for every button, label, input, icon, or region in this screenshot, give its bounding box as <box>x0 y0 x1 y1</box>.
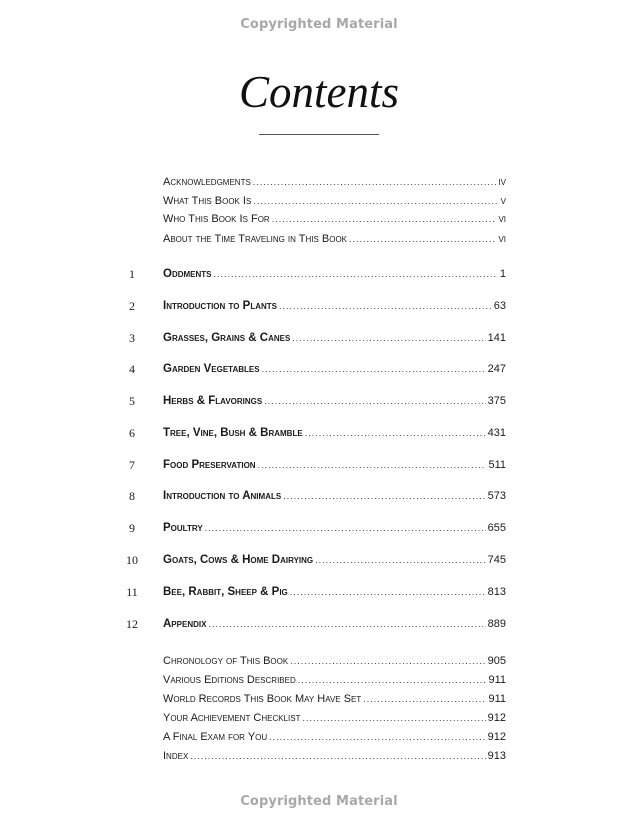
chapter-entry[interactable] <box>0 425 638 441</box>
page-number: iv <box>498 176 506 188</box>
chapter-number: 9 <box>129 521 135 535</box>
dot-leader <box>290 653 485 669</box>
front-entry[interactable] <box>0 231 638 247</box>
entry-title: Food Preservation <box>163 459 256 471</box>
chapter-number: 10 <box>126 553 138 567</box>
entry-title: Bee, Rabbit, Sheep & Pig <box>163 586 288 598</box>
entry-title: Poultry <box>163 522 203 534</box>
back-entry[interactable] <box>0 748 638 764</box>
chapter-number: 3 <box>129 331 135 345</box>
watermark-bottom: Copyrighted Material <box>240 794 398 809</box>
chapter-entry[interactable] <box>0 361 638 377</box>
chapter-number: 8 <box>129 489 135 503</box>
chapter-entry[interactable] <box>0 266 638 282</box>
back-entry[interactable] <box>0 653 638 669</box>
dot-leader <box>305 425 486 441</box>
entry-title: Chronology of This Book <box>163 655 289 667</box>
back-entry[interactable] <box>0 691 638 707</box>
page-number: 655 <box>487 522 506 534</box>
chapter-entry[interactable] <box>0 298 638 314</box>
dot-leader <box>283 488 485 504</box>
chapter-entry[interactable] <box>0 520 638 536</box>
entry-title: Goats, Cows & Home Dairying <box>163 554 314 566</box>
chapter-number: 7 <box>129 458 135 472</box>
page-number: 912 <box>487 712 506 724</box>
chapter-entry[interactable] <box>0 584 638 600</box>
entry-title: Grasses, Grains & Canes <box>163 332 291 344</box>
page-number: 745 <box>487 554 506 566</box>
front-entry[interactable] <box>0 174 638 190</box>
dot-leader <box>349 231 496 247</box>
front-entry[interactable] <box>0 193 638 209</box>
dot-leader <box>258 457 487 473</box>
page-title: Contents <box>238 67 399 117</box>
chapter-number: 12 <box>126 617 138 631</box>
page-number: 913 <box>487 750 506 762</box>
chapter-number: 2 <box>129 299 135 313</box>
entry-title: Various Editions Described <box>163 674 296 686</box>
chapter-number: 11 <box>126 585 138 599</box>
page-number: 247 <box>487 363 506 375</box>
entry-title: Oddments <box>163 268 212 280</box>
chapter-entry[interactable] <box>0 330 638 346</box>
dot-leader <box>290 584 486 600</box>
dot-leader <box>205 520 486 536</box>
dot-leader <box>253 174 497 190</box>
page-number: 375 <box>487 395 506 407</box>
chapter-entry[interactable] <box>0 488 638 504</box>
page-number: vi <box>498 233 506 245</box>
entry-title: Garden Vegetables <box>163 363 260 375</box>
dot-leader <box>262 361 486 377</box>
page-number: 905 <box>487 655 506 667</box>
chapter-number: 4 <box>129 362 135 376</box>
dot-leader <box>315 552 486 568</box>
page-number: 63 <box>493 300 506 312</box>
dot-leader <box>279 298 492 314</box>
entry-title: Acknowledgments <box>163 176 251 188</box>
entry-title: A Final Exam for You <box>163 731 268 743</box>
entry-title: Herbs & Flavorings <box>163 395 263 407</box>
chapter-number: 5 <box>129 394 135 408</box>
entry-title: Index <box>163 750 189 762</box>
dot-leader <box>298 672 487 688</box>
chapter-entry[interactable] <box>0 552 638 568</box>
back-entry[interactable] <box>0 672 638 688</box>
entry-title: Introduction to Animals <box>163 490 282 502</box>
dot-leader <box>269 729 485 745</box>
page-number: 141 <box>487 332 506 344</box>
dot-leader <box>302 710 485 726</box>
page-number: 889 <box>487 618 506 630</box>
entry-title: Introduction to Plants <box>163 300 277 312</box>
page-number: 813 <box>487 586 506 598</box>
page-number: 573 <box>487 490 506 502</box>
back-entry[interactable] <box>0 710 638 726</box>
dot-leader <box>363 691 486 707</box>
page-number: 431 <box>487 427 506 439</box>
page-number: 912 <box>487 731 506 743</box>
entry-title: Who This Book Is For <box>163 213 270 225</box>
entry-title: World Records This Book May Have Set <box>163 693 362 705</box>
entry-title: Your Achievement Checklist <box>163 712 301 724</box>
page-number: 511 <box>488 459 506 471</box>
dot-leader <box>292 330 485 346</box>
dot-leader <box>214 266 498 282</box>
entry-title: About the Time Traveling in This Book <box>163 233 347 245</box>
dot-leader <box>253 193 498 209</box>
entry-title: What This Book Is <box>163 195 252 207</box>
dot-leader <box>272 211 497 227</box>
dot-leader <box>208 616 485 632</box>
dot-leader <box>190 748 485 764</box>
front-entry[interactable] <box>0 211 638 227</box>
title-divider <box>259 134 379 135</box>
page-number: 911 <box>488 674 506 686</box>
page-number: vi <box>498 213 506 225</box>
entry-title: Tree, Vine, Bush & Bramble <box>163 427 303 439</box>
page-number: 911 <box>488 693 506 705</box>
entry-title: Appendix <box>163 618 207 630</box>
page-number: v <box>500 195 506 207</box>
page-number: 1 <box>499 268 506 280</box>
dot-leader <box>264 393 485 409</box>
watermark-top: Copyrighted Material <box>240 17 398 32</box>
chapter-number: 6 <box>129 426 135 440</box>
chapter-number: 1 <box>129 267 135 281</box>
chapter-entry[interactable] <box>0 616 638 632</box>
chapter-entry[interactable] <box>0 457 638 473</box>
chapter-entry[interactable] <box>0 393 638 409</box>
back-entry[interactable] <box>0 729 638 745</box>
